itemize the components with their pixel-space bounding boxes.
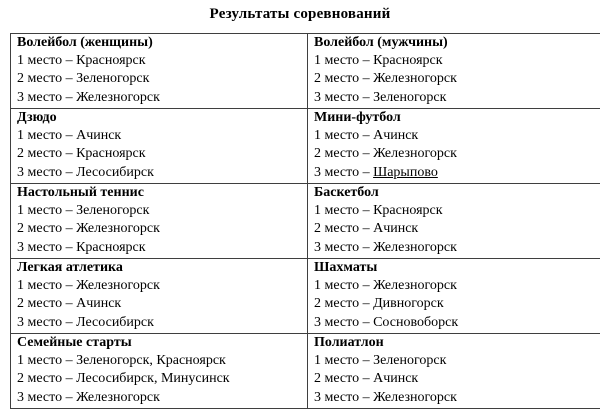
place-team: Дивногорск [373, 296, 444, 312]
place-rank: 1 место – [314, 53, 374, 69]
sport-cell [308, 184, 600, 259]
table-row [11, 184, 600, 259]
place-line [314, 220, 600, 238]
place-line [314, 239, 600, 257]
place-team: Красноярск [373, 203, 443, 219]
table-row [11, 334, 600, 409]
place-rank: 2 место – [314, 71, 374, 87]
place-rank: 2 место – [17, 221, 77, 237]
place-team: Железногорск [373, 278, 457, 294]
sport-name: Настольный теннис [17, 185, 144, 200]
place-line [314, 370, 600, 388]
table-row [11, 34, 600, 109]
place-rank: 3 место – [17, 314, 77, 330]
place-team: Железногорск [373, 239, 457, 255]
place-team: Ачинск [373, 371, 419, 387]
place-team: Железногорск [76, 221, 160, 237]
place-rank: 2 место – [314, 296, 374, 312]
place-team: Ачинск [76, 296, 122, 312]
table-row [11, 259, 600, 334]
place-rank: 1 место – [17, 278, 77, 294]
place-rank: 2 место – [17, 71, 77, 87]
place-line [314, 164, 600, 182]
place-line [17, 164, 301, 182]
place-rank: 2 место – [314, 146, 374, 162]
place-line [314, 295, 600, 313]
table-row [11, 109, 600, 184]
place-line [314, 389, 600, 407]
place-line [17, 127, 301, 145]
place-line [314, 352, 600, 370]
sport-cell [11, 259, 308, 334]
place-rank: 1 место – [17, 203, 77, 219]
place-line [17, 277, 301, 295]
place-rank: 1 место – [17, 53, 77, 69]
place-line [314, 89, 600, 107]
place-team: Железногорск [373, 146, 457, 162]
place-line [17, 370, 301, 388]
place-rank: 1 место – [314, 128, 374, 144]
sport-name: Мини-футбол [314, 110, 401, 125]
place-line [17, 239, 301, 257]
place-line [17, 389, 301, 407]
place-line [17, 314, 301, 332]
place-line [17, 70, 301, 88]
place-rank: 3 место – [314, 164, 374, 180]
place-team: Железногорск [373, 71, 457, 87]
place-team: Лесосибирск [76, 164, 154, 180]
sport-cell [11, 334, 308, 409]
place-rank: 1 место – [17, 128, 77, 144]
place-line [314, 202, 600, 220]
place-rank: 1 место – [314, 203, 374, 219]
place-team: Зеленогорск [373, 89, 447, 105]
place-team: Ачинск [373, 128, 419, 144]
place-line [314, 145, 600, 163]
place-team: Железногорск [373, 389, 457, 405]
place-line [17, 52, 301, 70]
place-rank: 3 место – [17, 164, 77, 180]
place-team: Красноярск [76, 53, 146, 69]
place-team: Зеленогорск, Красноярск [76, 353, 226, 369]
place-team: Лесосибирск [76, 314, 154, 330]
sport-name: Волейбол (женщины) [17, 35, 153, 50]
place-rank: 2 место – [17, 371, 77, 387]
place-team: Лесосибирск, Минусинск [76, 371, 230, 387]
place-rank: 2 место – [17, 146, 77, 162]
results-table [10, 33, 600, 409]
place-line [17, 145, 301, 163]
place-team: Зеленогорск [373, 353, 447, 369]
sport-name: Шахматы [314, 260, 378, 275]
place-rank: 3 место – [314, 389, 374, 405]
sport-cell [11, 109, 308, 184]
sport-cell [308, 34, 600, 109]
place-line [314, 70, 600, 88]
sport-cell [308, 334, 600, 409]
sport-cell [308, 109, 600, 184]
place-rank: 3 место – [314, 314, 374, 330]
place-line [17, 220, 301, 238]
place-rank: 2 место – [17, 296, 77, 312]
place-rank: 3 место – [314, 89, 374, 105]
place-rank: 2 место – [314, 371, 374, 387]
sport-name: Дзюдо [17, 110, 57, 125]
sport-name: Баскетбол [314, 185, 379, 200]
place-rank: 3 место – [17, 389, 77, 405]
place-rank: 3 место – [17, 89, 77, 105]
place-rank: 1 место – [314, 278, 374, 294]
place-line [314, 52, 600, 70]
document-title: Результаты соревнований [209, 6, 391, 22]
sport-name: Семейные старты [17, 335, 132, 350]
place-team: Красноярск [76, 146, 146, 162]
place-team: Зеленогорск [76, 203, 150, 219]
place-line [314, 277, 600, 295]
place-line [17, 202, 301, 220]
sport-name: Легкая атлетика [17, 260, 123, 275]
place-team: Железногорск [76, 389, 160, 405]
sport-name: Полиатлон [314, 335, 384, 350]
place-line [314, 127, 600, 145]
place-line [17, 295, 301, 313]
place-team: Ачинск [76, 128, 122, 144]
place-team: Железногорск [76, 278, 160, 294]
place-line [17, 89, 301, 107]
place-team: Зеленогорск [76, 71, 150, 87]
place-team: Железногорск [76, 89, 160, 105]
place-rank: 2 место – [314, 221, 374, 237]
place-rank: 1 место – [17, 353, 77, 369]
place-line [17, 352, 301, 370]
place-team: Красноярск [373, 53, 443, 69]
sport-cell [308, 259, 600, 334]
place-rank: 1 место – [314, 353, 374, 369]
place-rank: 3 место – [314, 239, 374, 255]
sport-name: Волейбол (мужчины) [314, 35, 448, 50]
results-table-body [11, 34, 600, 409]
place-rank: 3 место – [17, 239, 77, 255]
place-team: Шарыпово [373, 164, 438, 180]
place-team: Красноярск [76, 239, 146, 255]
place-line [314, 314, 600, 332]
sport-cell [11, 34, 308, 109]
place-team: Сосновоборск [373, 314, 459, 330]
place-team: Ачинск [373, 221, 419, 237]
sport-cell [11, 184, 308, 259]
